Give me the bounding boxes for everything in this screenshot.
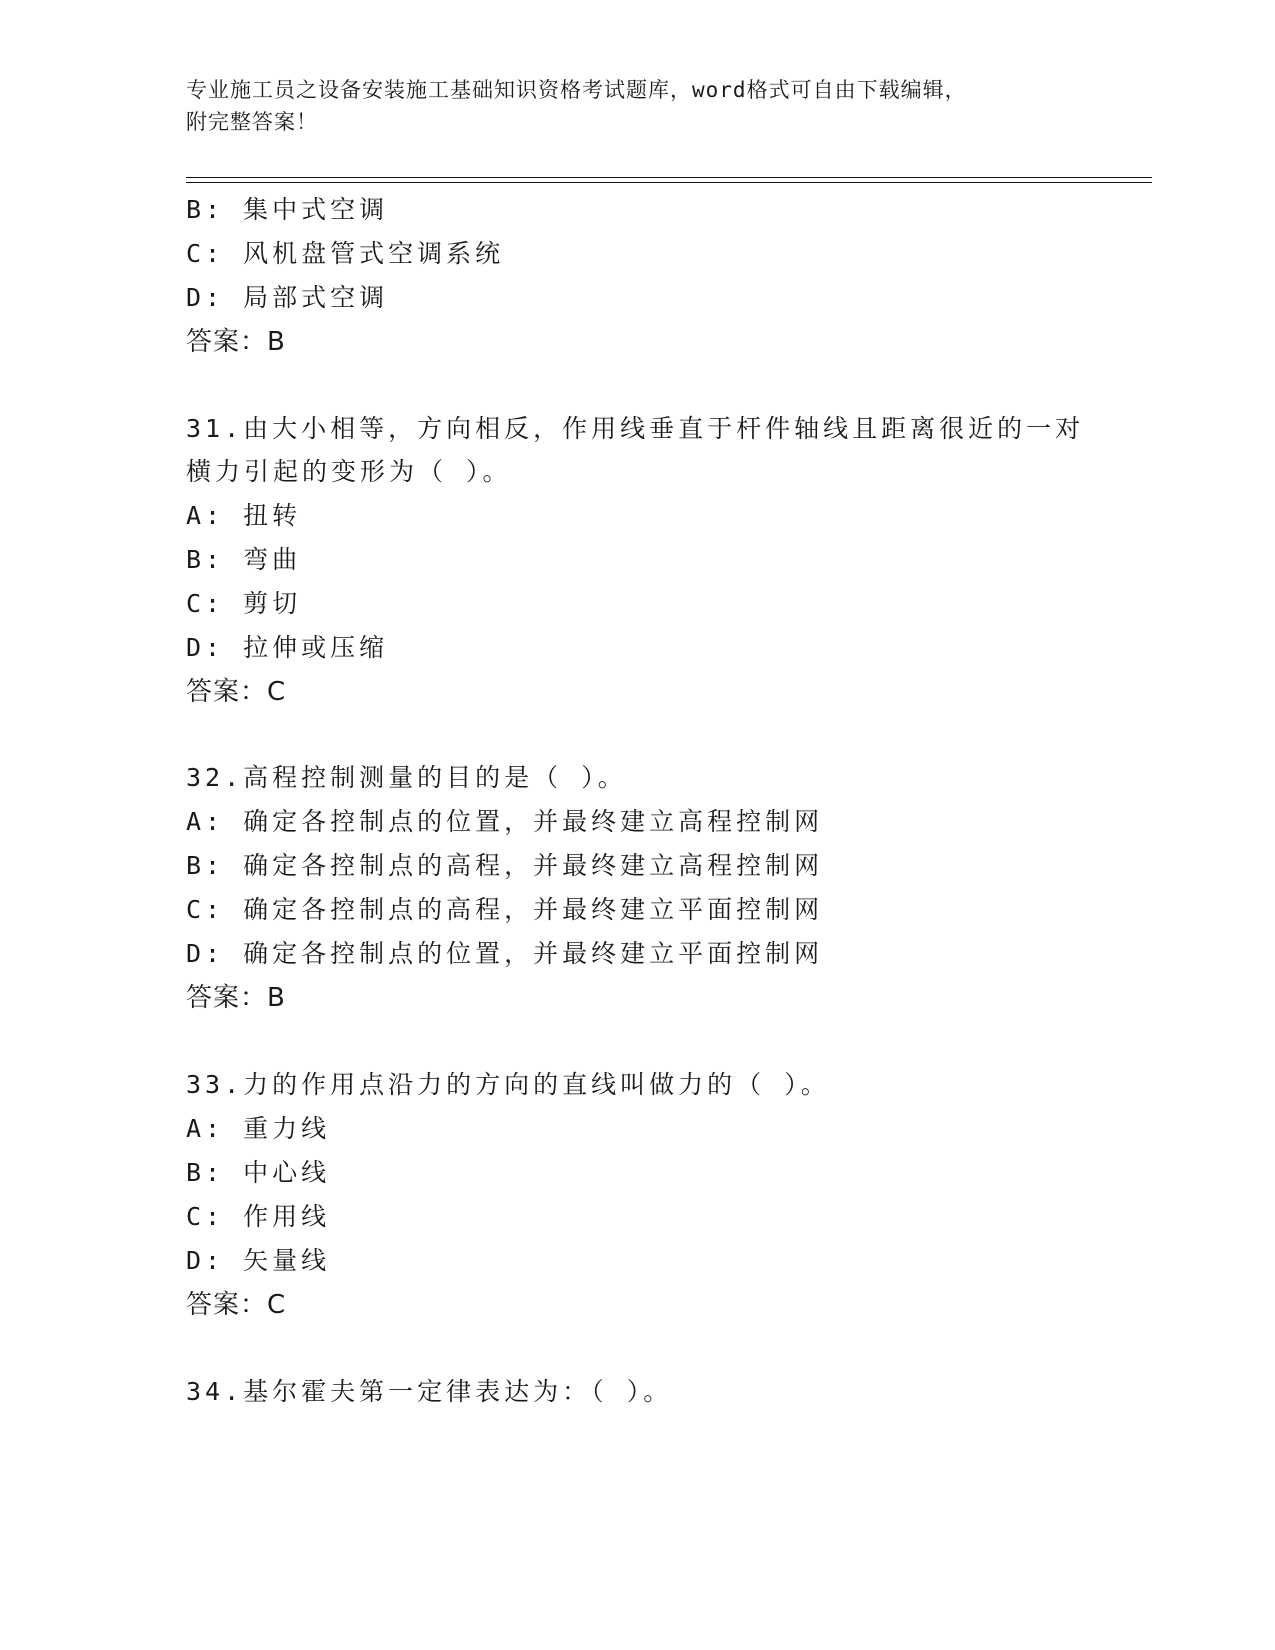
q32-option-b: B: 确定各控制点的高程，并最终建立高程控制网 (186, 851, 824, 880)
q32-option-c: C: 确定各控制点的高程，并最终建立平面控制网 (186, 895, 824, 924)
q33-option-a: A: 重力线 (186, 1114, 331, 1143)
q33-option-c: C: 作用线 (186, 1202, 331, 1231)
header-divider-top (186, 177, 1152, 178)
header-divider-bottom (186, 182, 1152, 183)
q31-option-d: D: 拉伸或压缩 (186, 633, 389, 662)
q33-option-d: D: 矢量线 (186, 1246, 331, 1275)
q33-answer: 答案：C (186, 1290, 287, 1320)
q30-option-b: B: 集中式空调 (186, 195, 389, 224)
q33-stem: 33.力的作用点沿力的方向的直线叫做力的（ ）。 (186, 1070, 830, 1099)
q31-option-b: B: 弯曲 (186, 545, 302, 574)
q34-stem: 34.基尔霍夫第一定律表达为：（ ）。 (186, 1377, 673, 1406)
q31-answer: 答案：C (186, 677, 287, 707)
q30-option-d: D: 局部式空调 (186, 283, 389, 312)
q31-stem-line-2: 横力引起的变形为（ ）。 (186, 457, 512, 486)
document-header (186, 74, 1086, 138)
q32-option-d: D: 确定各控制点的位置，并最终建立平面控制网 (186, 939, 824, 968)
q32-stem: 32.高程控制测量的目的是（ ）。 (186, 763, 627, 792)
q33-option-b: B: 中心线 (186, 1158, 331, 1187)
q31-stem-line-1: 31.由大小相等，方向相反，作用线垂直于杆件轴线且距离很近的一对 (186, 414, 1085, 443)
q30-option-c: C: 风机盘管式空调系统 (186, 239, 505, 268)
q32-answer: 答案：B (186, 983, 286, 1013)
header-line-2: 附完整答案！ (186, 110, 318, 134)
q30-answer: 答案：B (186, 327, 286, 357)
q31-option-a: A: 扭转 (186, 501, 302, 530)
q32-option-a: A: 确定各控制点的位置，并最终建立高程控制网 (186, 807, 824, 836)
q31-option-c: C: 剪切 (186, 589, 302, 618)
header-line-1: 专业施工员之设备安装施工基础知识资格考试题库，word格式可自由下载编辑， (186, 78, 967, 102)
